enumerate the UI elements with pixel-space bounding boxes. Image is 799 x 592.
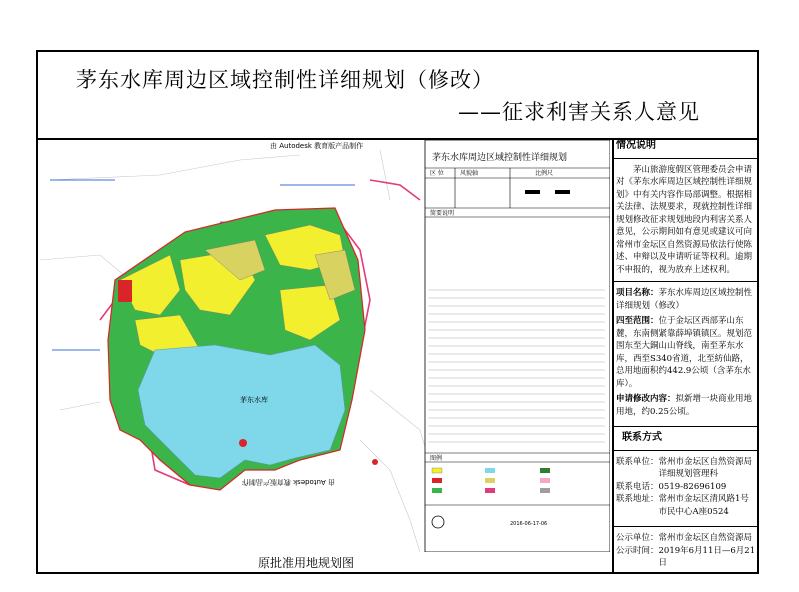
contact-heading: 联系方式 bbox=[622, 432, 662, 443]
map-date: 2016-06-17-06 bbox=[510, 521, 548, 527]
phone-label: 联系电话： bbox=[616, 481, 659, 492]
period-value: 2019年6月11日—6月21日 bbox=[658, 545, 756, 568]
column-divider bbox=[612, 138, 614, 572]
content-label: 申请修改内容： bbox=[616, 394, 676, 404]
map-inner-title: 茅东水库周边区域控制性详细规划 bbox=[432, 153, 568, 163]
publisher-row bbox=[616, 532, 756, 545]
scale-label: 比例尺 bbox=[535, 170, 554, 177]
contact-unit-label: 联系单位： bbox=[616, 456, 659, 467]
address-label: 联系地址： bbox=[616, 494, 659, 504]
location-value: 位于金坛区西部茅山东麓，东南侧紧靠薛埠镇镇区。规划范围东至大銅山山脊线，南至茅东水库，西至S340省道，北至紡仙路，总用地面积约442.9公顷（含茅东水库）。 bbox=[616, 316, 753, 389]
location-label: 四至范围： bbox=[616, 316, 659, 326]
project-name-row bbox=[616, 287, 756, 312]
main-title: 茅东水库周边区域控制性详细规划（修改） bbox=[76, 68, 494, 92]
publisher-label: 公示单位： bbox=[616, 533, 659, 543]
situation-heading: 情况说明 bbox=[616, 140, 656, 151]
notice-frame bbox=[36, 50, 759, 574]
notes-label: 简要说明 bbox=[430, 210, 455, 217]
notice-sidebar bbox=[616, 140, 756, 570]
project-name-label: 项目名称： bbox=[616, 288, 659, 298]
location-label: 区 位 bbox=[430, 170, 444, 177]
project-name-value: 茅东水库周边区域控制性详细规划（修改） bbox=[616, 288, 753, 311]
location-row bbox=[616, 315, 756, 390]
land-use-plan-map bbox=[40, 140, 610, 560]
title-area bbox=[38, 52, 757, 140]
phone-row bbox=[616, 481, 756, 494]
sub-title: ——征求利害关系人意见 bbox=[458, 100, 700, 124]
contact-unit-row bbox=[616, 456, 756, 481]
content-value: 拟新增一块商业用地用地，约0.25公顷。 bbox=[616, 394, 753, 417]
contact-unit-value: 常州市金坛区自然资源局详细规划管理科 bbox=[658, 456, 753, 479]
style-axis-label: 风貌轴 bbox=[460, 170, 479, 177]
address-row bbox=[616, 493, 756, 518]
phone-value: 0519-82696109 bbox=[658, 481, 727, 492]
autodesk-top-label: 由 Autodesk 教育版产品制作 bbox=[270, 142, 364, 150]
address-value: 常州市金坛区清风路1号市民中心A座0524 bbox=[658, 494, 749, 517]
site-marker bbox=[372, 459, 378, 465]
content-row bbox=[616, 393, 756, 418]
map-caption: 原批准用地规划图 bbox=[258, 556, 355, 570]
period-row bbox=[616, 545, 756, 570]
period-label: 公示时间： bbox=[616, 545, 659, 556]
autodesk-bottom-label: 由 Autodesk 教育版产品制作 bbox=[241, 478, 335, 486]
situation-text: 茅山旅游度假区管理委员会申请对《茅东水库周边区域控制性详细规划》中有关内容作局部调整。根据相关法律、法规要求，现就控制性详细规划修改征求规划地段内利害关系人意见，公示期间如有意见或建议可向常州市金坛区自然资源局依法行使陈述、申辩以及申请听证等权利。逾期不申报的，视为放弃上述权利。 bbox=[616, 164, 753, 275]
legend-title: 图例 bbox=[430, 455, 443, 462]
map-svg bbox=[40, 140, 610, 552]
reservoir-label: 茅东水库 bbox=[240, 396, 268, 404]
amend-site-marker bbox=[239, 439, 247, 447]
publisher-value: 常州市金坛区自然资源局 bbox=[658, 533, 753, 543]
commercial-block bbox=[118, 280, 132, 302]
